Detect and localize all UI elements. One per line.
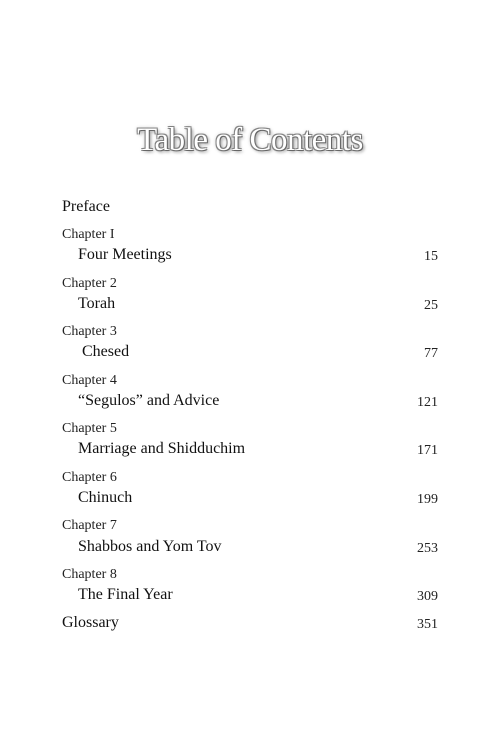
toc-item-page: 351 (417, 617, 438, 632)
toc-item-page: 171 (417, 443, 438, 458)
toc-item-preface[interactable]: Preface (62, 198, 110, 215)
chapter-label: Chapter 8 (62, 567, 117, 582)
chapter-label: Chapter 3 (62, 324, 117, 339)
toc-item-title[interactable]: “Segulos” and Advice (78, 392, 220, 409)
page-title: Table of Contents (137, 122, 363, 158)
toc-item-page: 77 (424, 346, 438, 361)
toc-item-title[interactable]: Four Meetings (78, 246, 172, 263)
chapter-label: Chapter 7 (62, 518, 117, 533)
chapter-label: Chapter I (62, 227, 115, 242)
toc-item-page: 309 (417, 589, 438, 604)
chapter-label: Chapter 6 (62, 470, 117, 485)
toc-item-title[interactable]: Chesed (82, 343, 130, 360)
chapter-label: Chapter 2 (62, 276, 117, 291)
toc-item-title[interactable]: Chinuch (78, 489, 133, 506)
toc-item-glossary[interactable]: Glossary (62, 614, 119, 631)
toc-item-title[interactable]: Shabbos and Yom Tov (78, 538, 222, 555)
chapter-label: Chapter 5 (62, 421, 117, 436)
toc-item-title[interactable]: Marriage and Shidduchim (78, 440, 246, 457)
toc-item-page: 15 (424, 249, 438, 264)
toc-item-page: 121 (417, 395, 438, 410)
toc-item-title[interactable]: The Final Year (78, 586, 173, 603)
toc-item-title[interactable]: Torah (78, 295, 116, 312)
chapter-label: Chapter 4 (62, 373, 117, 388)
toc-item-page: 199 (417, 492, 438, 507)
toc-item-page: 25 (424, 298, 438, 313)
toc-item-page: 253 (417, 541, 438, 556)
